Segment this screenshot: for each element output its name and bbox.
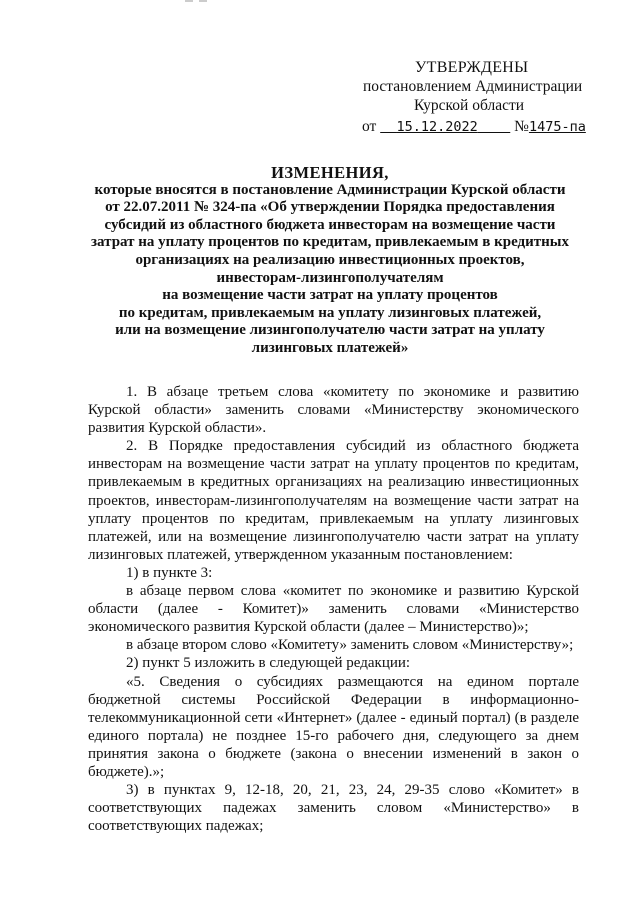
title-line: от 22.07.2011 № 324-па «Об утверждении Порядка предоставления xyxy=(105,199,555,216)
paragraph: 1) в пункте 3: xyxy=(126,564,213,581)
title-line: субсидий из областного бюджета инвесторам на возмещение части xyxy=(104,216,556,233)
approval-heading: УТВЕРЖДЕНЫ xyxy=(415,59,529,76)
paragraph: 2) пункт 5 изложить в следующей редакции: xyxy=(126,655,411,672)
title-line: по кредитам, привлекаемым на уплату лизинговых платежей, xyxy=(118,304,542,321)
paragraph: в абзаце первом слова «комитет по экономике и развитию Курской области (далее - Комитет)» заменить словами «Министерство экономического развития Курской области (далее – Министерство)»; xyxy=(88,583,579,636)
document-body xyxy=(88,383,579,835)
scan-artifact xyxy=(185,0,215,3)
approval-stamp xyxy=(362,58,602,137)
paragraph: 1. В абзаце третьем слова «комитету по экономике и развитию Курской области» заменить словами «Министерству экономического развития Курской области». xyxy=(88,384,579,437)
paragraph: в абзаце втором слово «Комитету» заменить словом «Министерству»; xyxy=(126,637,574,654)
approval-date: 15.12.2022 xyxy=(396,119,478,135)
title-line: затрат на уплату процентов по кредитам, привлекаемым в кредитных xyxy=(91,234,569,251)
approval-number: 1475-па xyxy=(528,119,586,135)
title-main: ИЗМЕНЕНИЯ, xyxy=(271,163,389,182)
title-line: лизинговых платежей» xyxy=(251,339,409,356)
approval-issuer: постановлением Администрации xyxy=(363,78,583,95)
number-prefix: № xyxy=(514,118,529,135)
approval-region: Курской области xyxy=(414,97,525,114)
date-prefix: от xyxy=(362,118,377,135)
paragraph: 3) в пунктах 9, 12-18, 20, 21, 23, 24, 29-35 слово «Комитет» в соответствующих падежах заменить словом «Министерство» в соответствующих падежах; xyxy=(88,782,579,835)
document-title xyxy=(80,164,580,358)
title-line: которые вносятся в постановление Администрации Курской области xyxy=(94,181,566,198)
title-line: на возмещение части затрат на уплату процентов xyxy=(162,287,498,304)
approval-date-line xyxy=(362,117,602,137)
title-line: организациях на реализацию инвестиционных проектов, xyxy=(135,251,525,268)
title-line: или на возмещение лизингополучателю части затрат на уплату xyxy=(115,322,545,339)
paragraph: «5. Сведения о субсидиях размещаются на едином портале бюджетной системы Российской Федерации в информационно-телекоммуникационной сети «Интернет» (далее - единый портал) (в разделе единого портала) не позднее 15-го рабочего дня, следующего за днем принятия закона о бюджете (закона о внесении изменений в закон о бюджете).»; xyxy=(88,673,579,780)
title-line: инвесторам-лизингополучателям xyxy=(216,269,444,286)
paragraph: 2. В Порядке предоставления субсидий из областного бюджета инвесторам на возмещение части затрат на уплату процентов по кредитам, привлекаемым в кредитных организациях на реализацию инвестиционных проектов, инвесторам-лизингополучателям на возмещение части затрат на уплату процентов по кредитам, привлекаемым на уплату лизинговых платежей, или на возмещение лизингополучателю части затрат на уплату лизинговых платежей, утвержденном указанным постановлением: xyxy=(88,438,579,563)
